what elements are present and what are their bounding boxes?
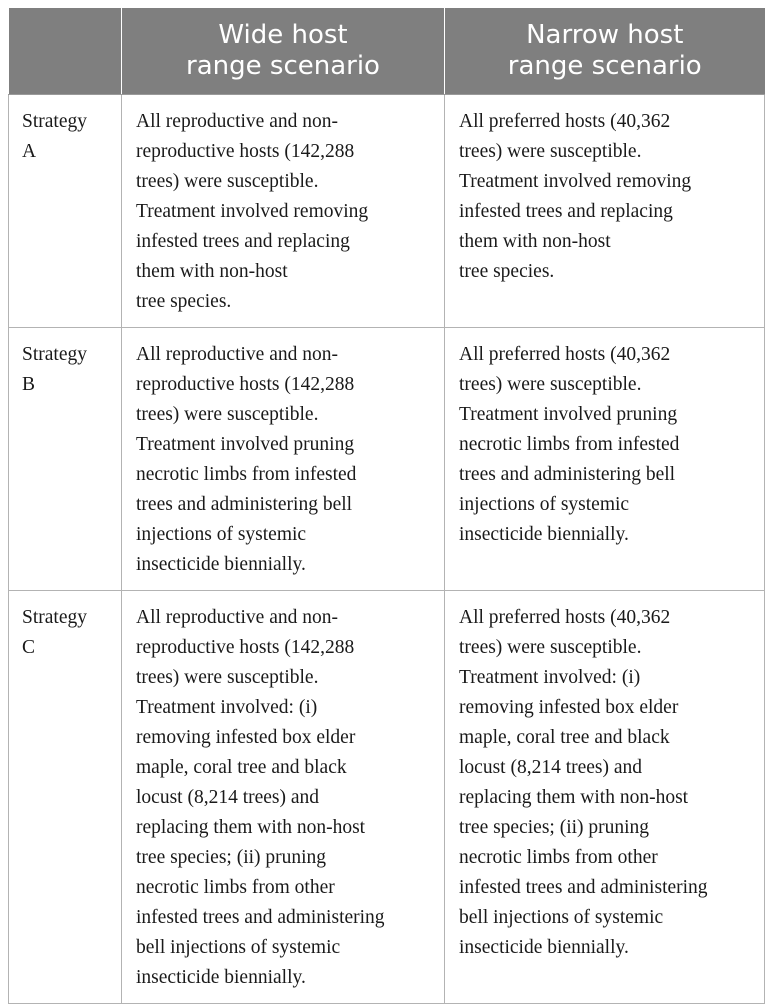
narrow-scenario-cell: All preferred hosts (40,362 trees) were susceptible. Treatment involved: (i) removing infested box elder maple, coral tree and black locust (8,214 trees) and replacing them with non-host tree species; (ii) pruning necrotic limbs from other infested trees and administering bell injections of systemic insecticide biennially. [445,591,765,1004]
strategy-label: Strategy A [9,95,122,328]
narrow-scenario-cell: All preferred hosts (40,362 trees) were susceptible. Treatment involved removing infested trees and replacing them with non-host tree species. [445,95,765,328]
strategy-label: Strategy C [9,591,122,1004]
narrow-scenario-cell: All preferred hosts (40,362 trees) were susceptible. Treatment involved pruning necrotic limbs from infested trees and administering bell injections of systemic insecticide biennially. [445,328,765,591]
strategy-table [8,8,765,1004]
strategy-label: Strategy B [9,328,122,591]
table-row [9,328,765,591]
table-row [9,591,765,1004]
wide-scenario-cell: All reproductive and non- reproductive hosts (142,288 trees) were susceptible. Treatment involved pruning necrotic limbs from infested trees and administering bell injections of systemic insecticide biennially. [122,328,445,591]
wide-scenario-cell: All reproductive and non- reproductive hosts (142,288 trees) were susceptible. Treatment involved removing infested trees and replacing them with non-host tree species. [122,95,445,328]
header-cell-empty [9,8,122,95]
table-row [9,95,765,328]
table-container [8,8,765,1004]
header-row [9,8,765,95]
header-wide-host-range: Wide host range scenario [122,8,445,95]
wide-scenario-cell: All reproductive and non- reproductive hosts (142,288 trees) were susceptible. Treatment involved: (i) removing infested box elder maple, coral tree and black locust (8,214 trees) and replacing them with non-host tree species; (ii) pruning necrotic limbs from other infested trees and administering bell injections of systemic insecticide biennially. [122,591,445,1004]
header-narrow-host-range: Narrow host range scenario [445,8,765,95]
